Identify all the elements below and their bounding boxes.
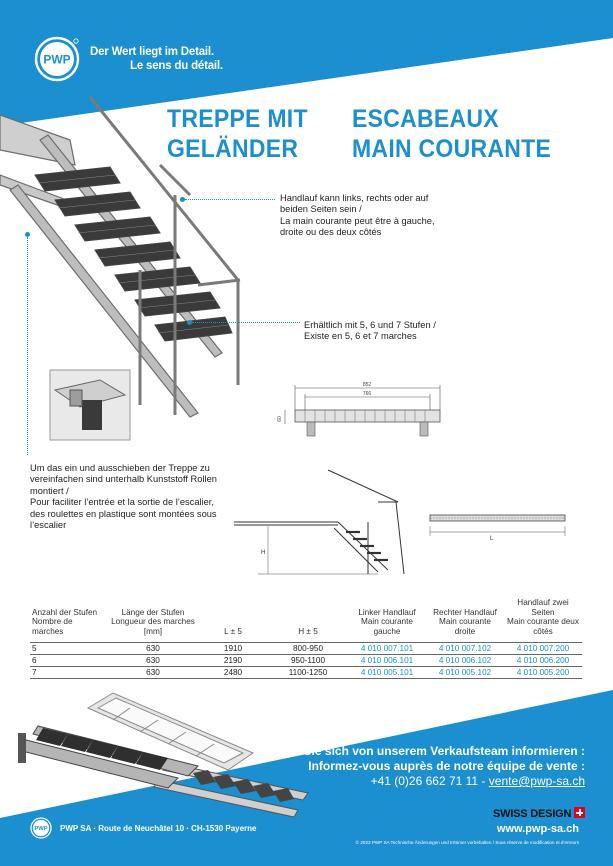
cta-line-de: Lassen Sie sich von unserem Verkaufsteam informieren : — [258, 744, 585, 758]
callout-line-handrail — [185, 199, 275, 200]
cell-h: 800-950 — [268, 643, 348, 655]
col-right-handrail — [426, 598, 504, 643]
dim-height: 60 — [277, 416, 283, 422]
cell-length: 630 — [108, 655, 198, 667]
cell-length: 630 — [108, 667, 198, 679]
title-fr-line1: ESCABEAUX — [352, 105, 499, 133]
table-row — [30, 667, 582, 679]
cell-h: 950-1100 — [268, 655, 348, 667]
cell-length: 630 — [108, 643, 198, 655]
phone-number[interactable]: +41 (0)26 662 71 11 - — [370, 774, 489, 788]
table-header-row — [30, 598, 582, 643]
slogan-fr: Le sens du détail. — [130, 60, 223, 72]
spec-table — [30, 598, 582, 679]
title-fr-line2: MAIN COURANTE — [352, 135, 552, 163]
col-both-handrail — [504, 598, 582, 643]
col-both-de: Handlauf zwei Seiten — [517, 598, 569, 617]
pwp-logo — [34, 36, 80, 82]
note-handrail-de-2: beiden Seiten sein / — [280, 204, 362, 215]
cell-left-code: 4 010 007.101 — [348, 643, 426, 655]
cell-both-code: 4 010 005.200 — [504, 667, 582, 679]
cell-right-code: 4 010 007.102 — [426, 643, 504, 655]
footer-copyright: © 2023 PWP SA Technische Änderungen und Irrtümer vorbehalten / Sous réserve de modification et d’erreurs — [355, 840, 579, 845]
pwp-footer-logo — [30, 817, 52, 839]
stair-illustration — [0, 95, 280, 455]
col-length — [108, 598, 198, 643]
note-steps — [304, 320, 436, 343]
col-both-fr: Main courante deux côtés — [507, 617, 579, 636]
website-link[interactable]: www.pwp-sa.ch — [496, 823, 579, 835]
note-rollers-de-3: montiert / — [30, 485, 69, 496]
col-h: H ± 5 — [298, 626, 318, 636]
title-de-line1: TREPPE MIT — [167, 105, 308, 133]
note-rollers-fr-1: Pour faciliter l’entrée et la sortie de l’escalier, — [30, 497, 214, 508]
page-title-fr — [352, 104, 551, 164]
cell-l: 2190 — [198, 655, 268, 667]
swiss-design-label: SWISS DESIGN — [493, 808, 572, 820]
side-view-drawing — [228, 462, 408, 582]
front-view-drawing — [275, 380, 465, 450]
col-length-unit: [mm] — [143, 626, 163, 636]
col-steps — [30, 598, 108, 643]
top-view-drawing — [425, 500, 585, 545]
dim-label-l: L — [490, 536, 494, 542]
table-row — [30, 643, 582, 655]
slogan — [90, 45, 223, 73]
swiss-flag-icon — [574, 807, 585, 818]
note-handrail-fr-1: La main courante peut être à gauche, — [280, 215, 435, 226]
note-rollers — [30, 463, 217, 531]
cell-both-code: 4 010 006.200 — [504, 655, 582, 667]
cta-block — [259, 744, 585, 789]
note-rollers-fr-2: des roulettes en plastique sont montées sous — [30, 508, 217, 519]
callout-line-rollers — [27, 237, 28, 455]
note-rollers-fr-3: l’escalier — [30, 520, 67, 531]
col-right-de: Rechter Handlauf — [433, 607, 497, 617]
note-handrail-de-1: Handlauf kann links, rechts oder auf — [280, 193, 429, 203]
dim-inner: 766 — [362, 391, 372, 397]
note-steps-de: Erhältlich mit 5, 6 und 7 Stufen / — [304, 320, 436, 330]
dim-total: 852 — [362, 382, 372, 388]
cell-l: 1910 — [198, 643, 268, 655]
cell-right-code: 4 010 005.102 — [426, 667, 504, 679]
title-de-line2: GELÄNDER — [167, 135, 299, 163]
svg-text:PWP: PWP — [43, 52, 71, 67]
cell-left-code: 4 010 006.101 — [348, 655, 426, 667]
slogan-de: Der Wert liegt im Detail. — [90, 46, 214, 58]
col-left-fr: Main courante gauche — [361, 617, 413, 636]
col-left-handrail — [348, 598, 426, 643]
svg-text:PWP: PWP — [34, 826, 48, 833]
note-rollers-de-1: Um das ein und ausschieben der Treppe zu — [30, 463, 210, 473]
col-steps-de: Anzahl der Stufen — [32, 607, 98, 617]
cell-l: 2480 — [198, 667, 268, 679]
note-steps-fr: Existe en 5, 6 et 7 marches — [304, 331, 417, 342]
col-length-de: Länge der Stufen — [121, 607, 185, 617]
note-handrail — [280, 193, 435, 239]
cell-steps: 6 — [30, 655, 108, 667]
col-steps-fr: Nombre de marches — [32, 617, 73, 636]
cell-both-code: 4 010 007.200 — [504, 643, 582, 655]
cell-left-code: 4 010 005.101 — [348, 667, 426, 679]
cell-h: 1100-1250 — [268, 667, 348, 679]
cell-steps: 5 — [30, 643, 108, 655]
col-l: L ± 5 — [224, 626, 242, 636]
note-handrail-fr-2: droite ou des deux côtés — [280, 227, 382, 238]
col-right-fr: Main courante droite — [439, 617, 491, 636]
col-length-fr: Longueur des marches — [111, 617, 195, 626]
cta-contact — [259, 774, 585, 789]
dim-label-h: H — [261, 550, 266, 556]
callout-line-steps — [192, 322, 300, 323]
footer-address: PWP SA · Route de Neuchâtel 10 · CH-1530 Payerne — [60, 824, 257, 833]
col-left-de: Linker Handlauf — [358, 607, 416, 617]
email-link[interactable]: vente@pwp-sa.ch — [488, 774, 585, 788]
table-row — [30, 655, 582, 667]
cell-right-code: 4 010 006.102 — [426, 655, 504, 667]
cta-line-fr: Informez-vous auprès de notre équipe de vente : — [308, 759, 585, 773]
cell-steps: 7 — [30, 667, 108, 679]
note-rollers-de-2: vereinfachen sind unterhalb Kunststoff Rollen — [30, 474, 217, 485]
swiss-design-badge — [493, 807, 585, 820]
